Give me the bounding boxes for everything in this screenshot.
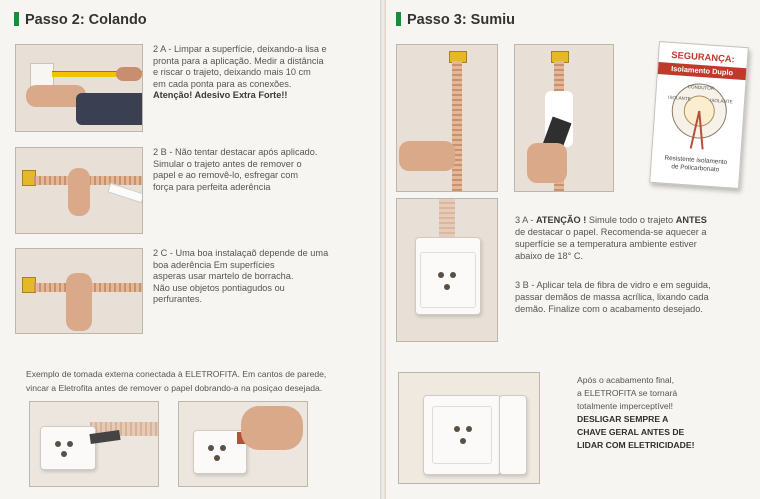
step-3a-text: 3 A - ATENÇÃO ! Simule todo o trajeto ANTES de destacar o papel. Recomenda-se aquecer a superfície se a temperatura ambiente estiver abaixo de 18° C. <box>515 215 707 261</box>
photo-outlet-connection-1 <box>29 401 159 487</box>
photo-finished-outlet <box>398 372 540 484</box>
hand-right <box>116 67 142 81</box>
eletrofita-strip <box>452 61 462 191</box>
step-2a-text: 2 A - Limpar a superfície, deixando-a lisa e pronta para a aplicação. Medir a distância e riscar o trajeto, deixando mais 10 cm em cada ponta para as conexões. Atenção! Adesivo Extra Forte!! <box>153 44 327 101</box>
step-3a-attention: ATENÇÃO ! <box>535 215 587 225</box>
photo-3-strip-vertical <box>396 44 498 192</box>
hand <box>68 168 90 216</box>
photo-3-outlet-installed <box>396 198 498 342</box>
hand <box>527 143 567 183</box>
final-text: Após o acabamento final, a ELETROFITA se tornará totalmente imperceptível! DESLIGAR SEMPRE A CHAVE GERAL ANTES DE LIDAR COM ELETRICIDADE! <box>577 375 695 450</box>
release-paper <box>107 183 143 204</box>
step-2a-warning: Atenção! Adesivo Extra Forte!! <box>153 90 288 101</box>
step-2c-text: 2 C - Uma boa instalaçaõ depende de uma boa aderência Em superfícies asperas usar martelo de borracha. Não use objetos pontiagudos ou perfurantes. <box>153 248 329 305</box>
heading-bar-icon <box>396 12 401 26</box>
label-conductor: CONDUTOR <box>687 84 715 91</box>
step-3b-text: 3 B - Aplicar tela de fibra de vidro e em seguida, passar demãos de massa acrílica, lixando cada demão. Finalize com o acabamento desejado. <box>515 280 711 314</box>
card-title: SEGURANÇA: <box>670 48 736 65</box>
eletrofita-strip <box>439 199 455 239</box>
photo-3-spackling <box>514 44 614 192</box>
final-warning: DESLIGAR SEMPRE A <box>577 414 669 424</box>
example-caption: Exemplo de tomada externa conectada à ELETROFITA. Em cantos de parede, vincar a Eletrofita antes de remover o papel dobrando-a na posiçao desejada. <box>26 369 327 393</box>
step-2b-text: 2 B - Não tentar destacar após aplicado. Simular o trajeto antes de remover o papel e ao removê-lo, esfregar com força para perfeita aderência <box>153 147 318 192</box>
label-insulator-right: ISOLANTE <box>709 97 733 105</box>
switch-cover <box>499 395 527 475</box>
step-2-heading: Passo 2: Colando <box>14 12 147 28</box>
label-insulator-left: ISOLANTE <box>667 94 692 102</box>
safety-card <box>649 41 749 189</box>
outlet-cover <box>423 395 501 475</box>
heading-bar-icon <box>14 12 19 26</box>
photo-2a-measuring <box>15 44 143 132</box>
card-subtitle: Isolamento Duplo <box>658 62 747 80</box>
hand <box>66 273 92 331</box>
photo-outlet-connection-2 <box>178 401 308 487</box>
hand <box>399 141 455 171</box>
photo-2b-applying <box>15 147 143 234</box>
outlet-base <box>40 426 96 470</box>
sleeve <box>76 93 142 125</box>
step-3-heading: Passo 3: Sumiu <box>396 12 515 28</box>
photo-2c-pressing <box>15 248 143 334</box>
card-footer: Resistente isolamento de Policarbonato <box>664 154 728 174</box>
right-page <box>386 0 760 499</box>
hand <box>241 406 303 450</box>
outlet-cover <box>415 237 481 315</box>
